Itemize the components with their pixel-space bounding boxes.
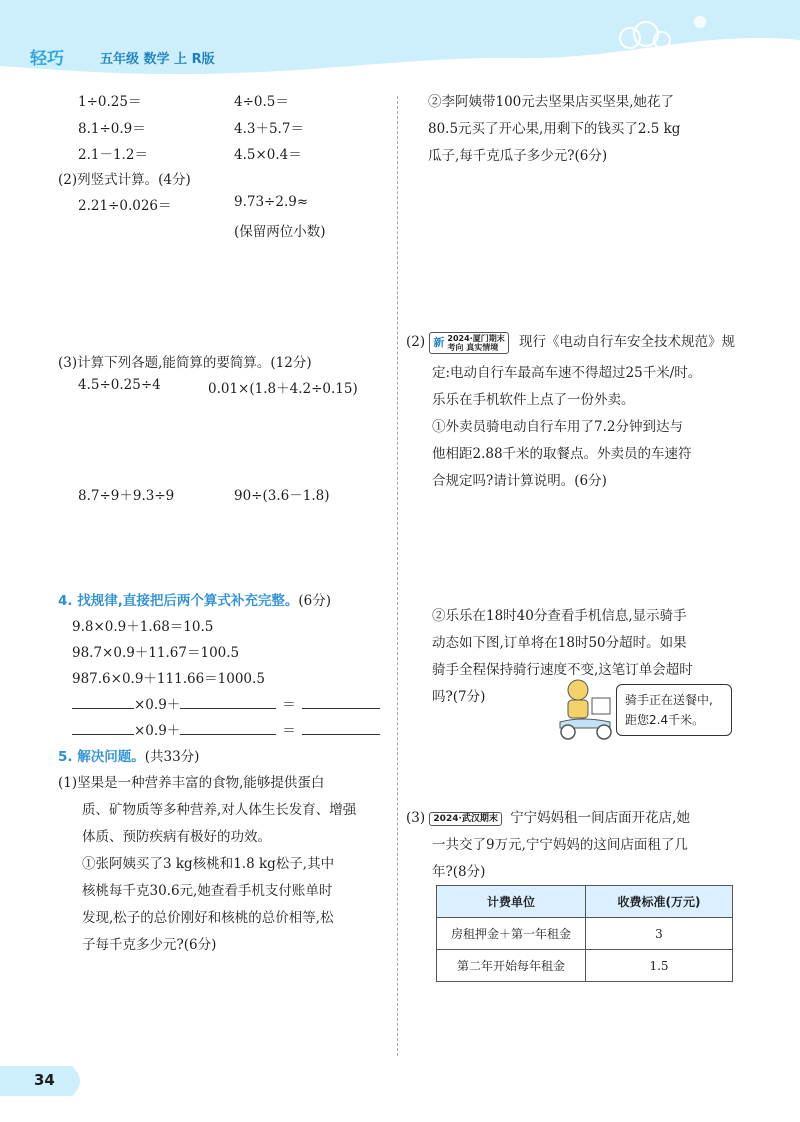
- q5-2b-line: 骑手全程保持骑行速度不变,这笔订单会超时: [432, 662, 693, 678]
- column-divider: [397, 96, 398, 1056]
- q5-1-line: 核桃每千克30.6元,她查看手机支付账单时: [82, 883, 333, 899]
- exam-source-tag: [429, 332, 508, 354]
- table-header: 收费标准(万元): [586, 886, 733, 918]
- q4-eq: ＝: [282, 697, 296, 713]
- q5-1-line: 体质、预防疾病有极好的功效。: [82, 829, 271, 845]
- simplify-2: 0.01×(1.8＋4.2÷0.15): [208, 381, 358, 397]
- q5-1-line: ①张阿姨买了3 kg核桃和1.8 kg松子,其中: [82, 856, 335, 872]
- answer-blank[interactable]: [180, 696, 276, 709]
- q4-title: 4. 找规律,直接把后两个算式补充完整。: [58, 593, 299, 609]
- tag-line-bottom: 考向 真实情境: [447, 342, 499, 352]
- answer-blank[interactable]: [302, 696, 380, 709]
- q5-2b-line: 动态如下图,订单将在18时50分超时。如果: [432, 635, 687, 651]
- q4-eq: ＝: [282, 723, 296, 739]
- q4-mul: ×0.9＋: [134, 697, 181, 713]
- q4-line-3: 987.6×0.9＋111.66＝1000.5: [72, 671, 265, 687]
- q5-1b-line: 80.5元买了开心果,用剩下的钱买了2.5 kg: [428, 121, 681, 137]
- q5-1-line: 子每千克多少元?(6分): [82, 937, 217, 953]
- table-header-row: [437, 886, 733, 918]
- table-cell: 1.5: [586, 950, 733, 982]
- page-number: 34: [34, 1071, 55, 1089]
- q5-2b-line: ②乐乐在18时40分查看手机信息,显示骑手: [432, 608, 687, 624]
- q5-1-line: 发现,松子的总价刚好和核桃的总价相等,松: [82, 910, 334, 926]
- answer-blank[interactable]: [72, 722, 134, 735]
- q5-heading: [58, 745, 199, 765]
- q4-score: (6分): [298, 593, 331, 609]
- q4-mul: ×0.9＋: [134, 723, 181, 739]
- oral-2b: 4.3＋5.7＝: [234, 121, 304, 137]
- q5-2b-line: 吗?(7分): [432, 689, 486, 705]
- q5-1b-line: ②李阿姨带100元去坚果店买坚果,她花了: [428, 94, 675, 110]
- simplify-1: 4.5÷0.25÷4: [78, 377, 161, 393]
- q5-title: 5. 解决问题。: [58, 749, 145, 765]
- delivery-rider-illustration: [552, 676, 622, 746]
- page-header: [0, 0, 800, 84]
- q5-2-heading: [406, 330, 735, 354]
- header-background: [0, 0, 800, 84]
- tag-line-top: 2024·厦门期末: [447, 333, 505, 343]
- q5-1-line: (1)坚果是一种营养丰富的食物,能够提供蛋白: [58, 775, 325, 791]
- oral-3a: 2.1－1.2＝: [78, 147, 148, 163]
- q5-3-heading: [406, 806, 690, 826]
- simplify-3: 8.7÷9＋9.3÷9: [78, 488, 175, 504]
- bubble-line-2: 距您2.4千米。: [625, 713, 705, 727]
- answer-blank[interactable]: [72, 696, 134, 709]
- book-title: 五年级 数学 上 R版: [100, 52, 215, 67]
- vertical-2: 9.73÷2.9≈: [234, 194, 309, 210]
- simplify-4: 90÷(3.6－1.8): [234, 488, 330, 504]
- oral-2a: 8.1÷0.9＝: [78, 121, 146, 137]
- table-cell: 房租押金＋第一年租金: [437, 918, 586, 950]
- q5-2-line: ①外卖员骑电动自行车用了7.2分钟到达与: [432, 419, 683, 435]
- q5-3-line: 年?(8分): [432, 864, 486, 880]
- q4-blank-line-2: [72, 719, 380, 739]
- logo: 轻巧: [30, 49, 64, 69]
- q4-line-1: 9.8×0.9＋1.68＝10.5: [72, 619, 214, 635]
- table-cell: 第二年开始每年租金: [437, 950, 586, 982]
- new-tag: 新: [433, 336, 445, 349]
- answer-blank[interactable]: [302, 722, 380, 735]
- answer-blank[interactable]: [180, 722, 276, 735]
- q5-3-line: 一共交了9万元,宁宁妈妈的这间店面租了几: [432, 837, 688, 853]
- q5-2-first: 现行《电动自行车安全技术规范》规: [519, 334, 736, 350]
- oral-3b: 4.5×0.4＝: [234, 147, 302, 163]
- table-header: 计费单位: [437, 886, 586, 918]
- q5-3-first: 宁宁妈妈租一间店面开花店,她: [510, 810, 690, 826]
- q4-heading: [58, 589, 331, 609]
- vertical-2-note: (保留两位小数): [234, 224, 326, 240]
- q5-2-line: 定:电动自行车最高车速不得超过25千米/时。: [432, 365, 702, 381]
- simplify-title: (3)计算下列各题,能简算的要简算。(12分): [58, 355, 312, 371]
- oral-1a: 1÷0.25＝: [78, 94, 142, 110]
- vertical-1: 2.21÷0.026＝: [78, 198, 172, 214]
- speech-bubble: [616, 684, 732, 736]
- oral-1b: 4÷0.5＝: [234, 94, 289, 110]
- q5-1-line: 质、矿物质等多种营养,对人体生长发育、增强: [82, 802, 357, 818]
- q5-2-line: 他相距2.88千米的取餐点。外卖员的车速符: [432, 446, 692, 462]
- q5-2-num: (2): [406, 334, 426, 350]
- q5-2-line: 合规定吗?请计算说明。(6分): [432, 473, 607, 489]
- table-row: [437, 950, 733, 982]
- exam-source-tag: 2024·武汉期末: [429, 812, 501, 826]
- fee-table: [436, 885, 733, 982]
- q4-blank-line-1: [72, 693, 380, 713]
- table-cell: 3: [586, 918, 733, 950]
- q5-score: (共33分): [144, 749, 200, 765]
- bubble-line-1: 骑手正在送餐中,: [625, 693, 713, 707]
- q5-1b-line: 瓜子,每千克瓜子多少元?(6分): [428, 148, 608, 164]
- q5-3-num: (3): [406, 810, 426, 826]
- q4-line-2: 98.7×0.9＋11.67＝100.5: [72, 645, 240, 661]
- table-row: [437, 918, 733, 950]
- q5-2-line: 乐乐在手机软件上点了一份外卖。: [432, 392, 635, 408]
- vertical-title: (2)列竖式计算。(4分): [58, 172, 191, 188]
